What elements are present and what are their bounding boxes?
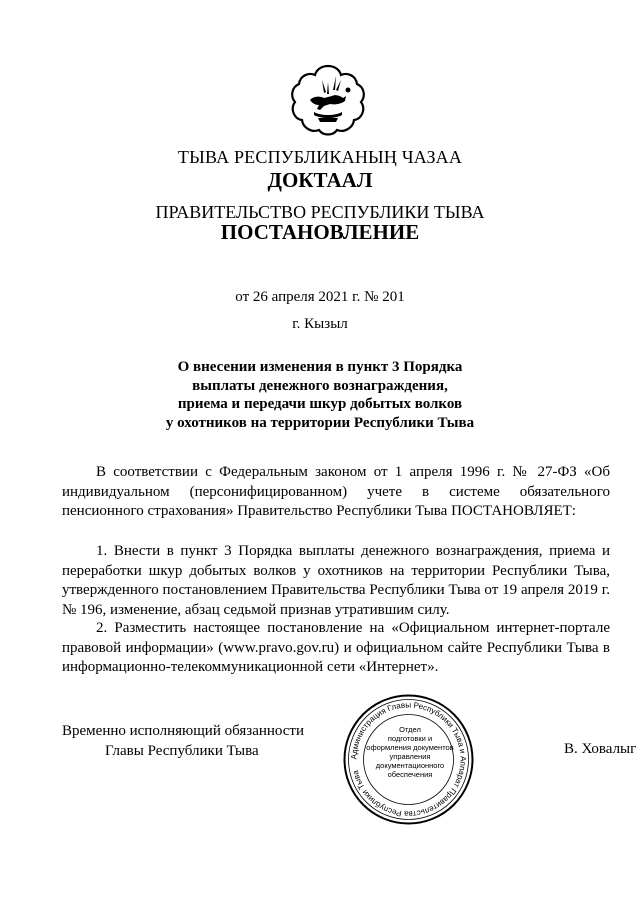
stamp-inner-text <box>366 725 454 779</box>
signatory-position <box>62 722 304 761</box>
position-line-1: Временно исполняющий обязанности <box>62 723 305 739</box>
header-tyvan-government: ТЫВА РЕСПУБЛИКАНЫҢ ЧАЗАА <box>177 147 463 167</box>
stamp-line: Отдел <box>399 725 421 734</box>
item-2-paragraph: 2. Разместить настоящее постановление на «Официальном интернет-портале правовой информации» (www.pravo.gov.ru) и официальном сайте Республики Тыва в информационно-телекоммуникационной сети «Интернет». <box>62 620 610 675</box>
stamp-line: управления <box>389 752 431 761</box>
title-line: О внесении изменения в пункт 3 Порядка <box>177 359 463 375</box>
document-subject-title <box>0 358 640 432</box>
item-1-paragraph: 1. Внести в пункт 3 Порядка выплаты денежного вознаграждения, приема и переработки шкур добытых волков у охотников на территории Республики Тыва, утвержденного постановлением Правительства Республики Тыва от 19 апреля 2019 г. № 196, изменение, абзац седьмой признав утратившим силу. <box>62 543 610 618</box>
stamp-line: обеспечения <box>387 770 433 779</box>
coat-of-arms-icon <box>288 60 368 140</box>
position-line-2: Главы Республики Тыва <box>105 742 259 759</box>
title-line: у охотников на территории Республики Тыва <box>165 414 475 431</box>
document-date-number: от 26 апреля 2021 г. № 201 <box>235 289 405 305</box>
stamp-ring-text: Администрация Главы Республики Тыва и Аппарат Правительства Республики Тыва <box>349 700 468 819</box>
document-type-title: ПОСТАНОВЛЕНИЕ <box>220 220 420 244</box>
stamp-line: документационного <box>375 761 445 770</box>
document-city: г. Кызыл <box>292 316 348 332</box>
title-line: выплаты денежного вознаграждения, <box>192 377 448 394</box>
header-russian-government: ПРАВИТЕЛЬСТВО РЕСПУБЛИКИ ТЫВА <box>155 202 485 222</box>
header-doktaal: ДОКТААЛ <box>267 168 373 192</box>
title-line: приема и передачи шкур добытых волков <box>177 396 463 412</box>
stamp-line: подготовки и <box>387 734 433 743</box>
preamble-paragraph: В соответствии с Федеральным законом от 1 апреля 1996 г. № 27-ФЗ «Об индивидуальном (персонифицированном) учете в системе обязательного пенсионного страхования» Правительство Республики Тыва ПОСТАНОВЛЯЕТ: <box>62 464 610 519</box>
stamp-line: оформления документов <box>366 743 454 752</box>
signatory-name: В. Ховалыг <box>564 741 637 757</box>
